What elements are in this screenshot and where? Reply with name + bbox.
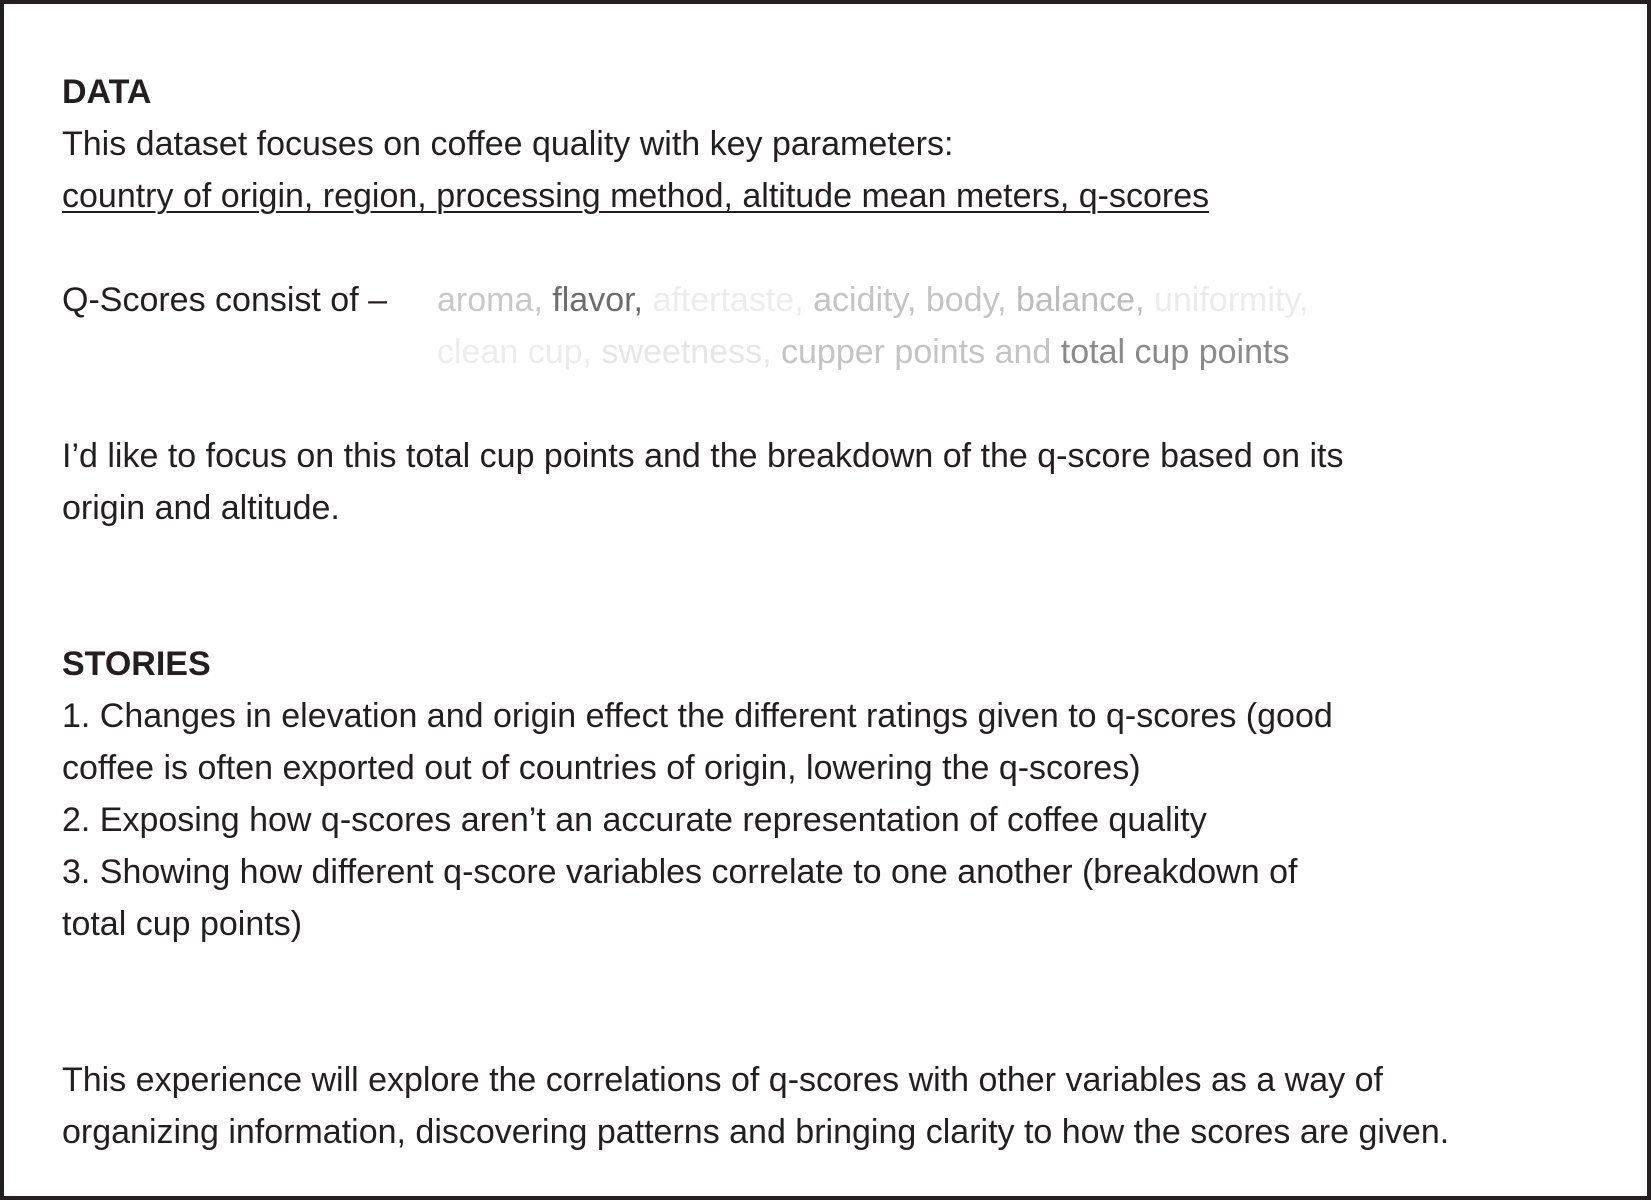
story-line-1: 1. Changes in elevation and origin effect the different ratings given to q-scores (good <box>62 697 1333 735</box>
stories-heading: STORIES <box>62 645 211 683</box>
data-intro: This dataset focuses on coffee quality with key parameters: <box>62 125 954 163</box>
qscores-lead: Q-Scores consist of – <box>62 281 388 319</box>
focus-line-1: I’d like to focus on this total cup points and the breakdown of the q-score based on its <box>62 437 1344 475</box>
focus-line-2: origin and altitude. <box>62 489 340 527</box>
spacer <box>62 222 1622 274</box>
data-heading: DATA <box>62 73 152 111</box>
spacer <box>62 378 1622 430</box>
closing-line-1: This experience will explore the correlations of q-scores with other variables as a way of <box>62 1061 1383 1099</box>
qscore-term-aftertaste: aftertaste, <box>652 281 804 319</box>
spacer <box>62 950 1622 1054</box>
qscore-term-acidity: acidity, <box>813 281 917 319</box>
qscore-term-sweetness: sweetness, <box>601 333 772 371</box>
story-line-2: coffee is often exported out of countries of origin, lowering the q-scores) <box>62 749 1141 787</box>
qscore-term-aroma: aroma, <box>437 281 543 319</box>
qscore-term-uniformity: uniformity, <box>1153 281 1309 319</box>
story-line-5: total cup points) <box>62 905 303 943</box>
spacer <box>62 534 1622 638</box>
parameters-line <box>62 170 1622 222</box>
story-line-4: 3. Showing how different q-score variables correlate to one another (breakdown of <box>62 853 1298 891</box>
qscore-term-body: body, <box>925 281 1007 319</box>
qscore-term-balance: balance, <box>1015 281 1145 319</box>
qscores-row <box>62 274 1622 378</box>
parameters-list: country of origin, region, processing method, altitude mean meters, q-scores <box>62 177 1210 215</box>
qscore-term-total-cup-points: total cup points <box>1060 333 1290 371</box>
qscore-term-clean-cup: clean cup, <box>437 333 592 371</box>
document-body <box>62 66 1622 1158</box>
qscore-term-flavor: flavor, <box>552 281 643 319</box>
story-line-3: 2. Exposing how q-scores aren’t an accurate representation of coffee quality <box>62 801 1207 839</box>
closing-line-2: organizing information, discovering patterns and bringing clarity to how the scores are given. <box>62 1113 1450 1151</box>
qscore-term-cupper-points: cupper points and <box>781 333 1052 371</box>
qscores-term-list <box>437 274 1437 378</box>
